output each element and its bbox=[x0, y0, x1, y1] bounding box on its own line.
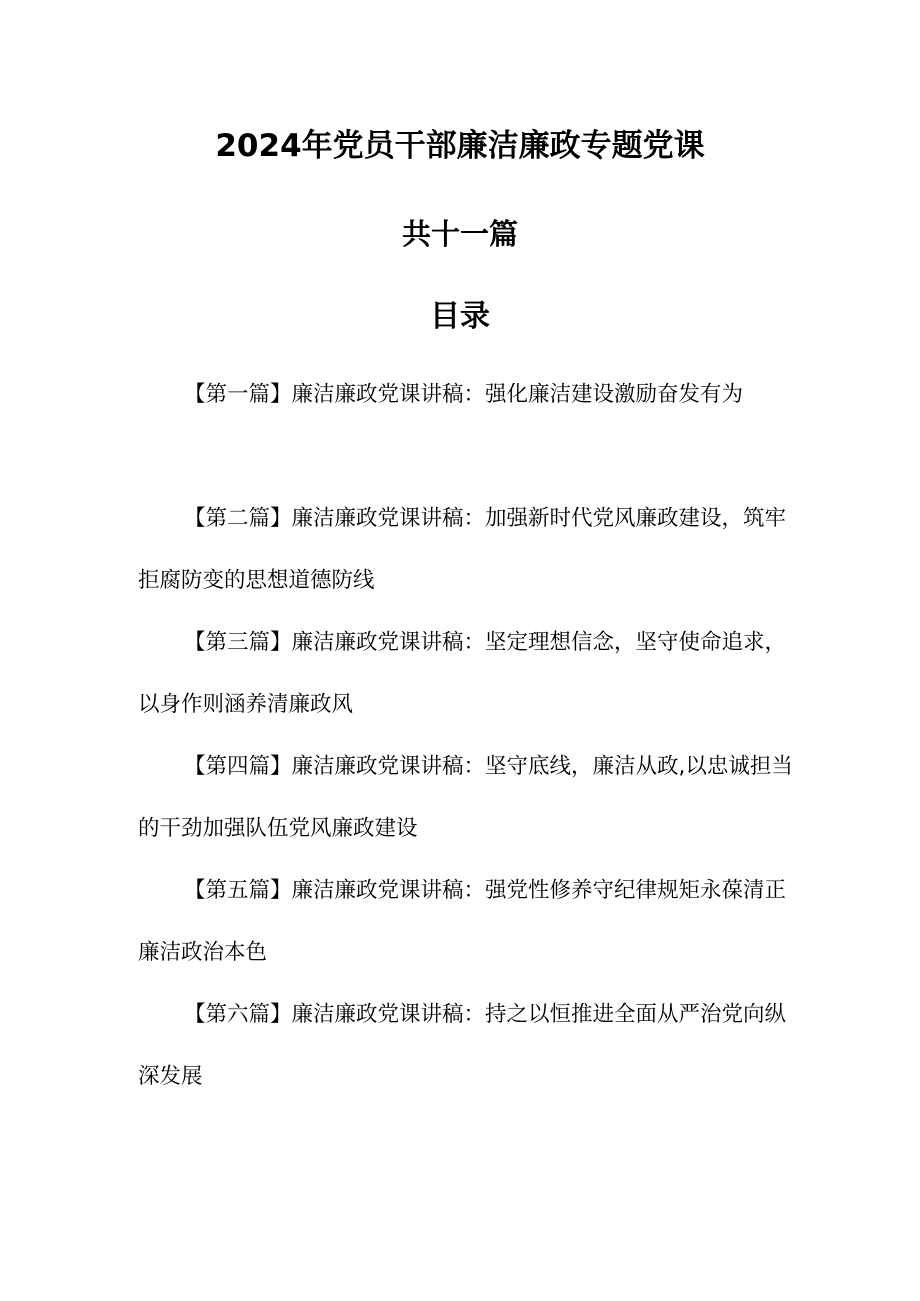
table-of-contents bbox=[138, 364, 798, 1108]
toc-heading: 目录 bbox=[430, 299, 490, 334]
document-title: 2024年党员干部廉洁廉政专题党课 bbox=[215, 128, 705, 164]
toc-item-4: 【第四篇】廉洁廉政党课讲稿：坚守底线，廉洁从政,以忠诚担当的干劲加强队伍党风廉政建设 bbox=[138, 754, 793, 841]
toc-item-1: 【第一篇】廉洁廉政党课讲稿：强化廉洁建设激励奋发有为 bbox=[184, 382, 744, 407]
toc-item-2: 【第二篇】廉洁廉政党课讲稿：加强新时代党风廉政建设，筑牢拒腐防变的思想道德防线 bbox=[138, 506, 787, 593]
toc-item-5: 【第五篇】廉洁廉政党课讲稿：强党性修养守纪律规矩永葆清正廉洁政治本色 bbox=[138, 878, 787, 965]
toc-item-3: 【第三篇】廉洁廉政党课讲稿：坚定理想信念，坚守使命追求，以身作则涵养清廉政风 bbox=[138, 630, 787, 717]
document-subtitle: 共十一篇 bbox=[401, 217, 518, 251]
toc-item-6: 【第六篇】廉洁廉政党课讲稿：持之以恒推进全面从严治党向纵深发展 bbox=[138, 1002, 787, 1089]
